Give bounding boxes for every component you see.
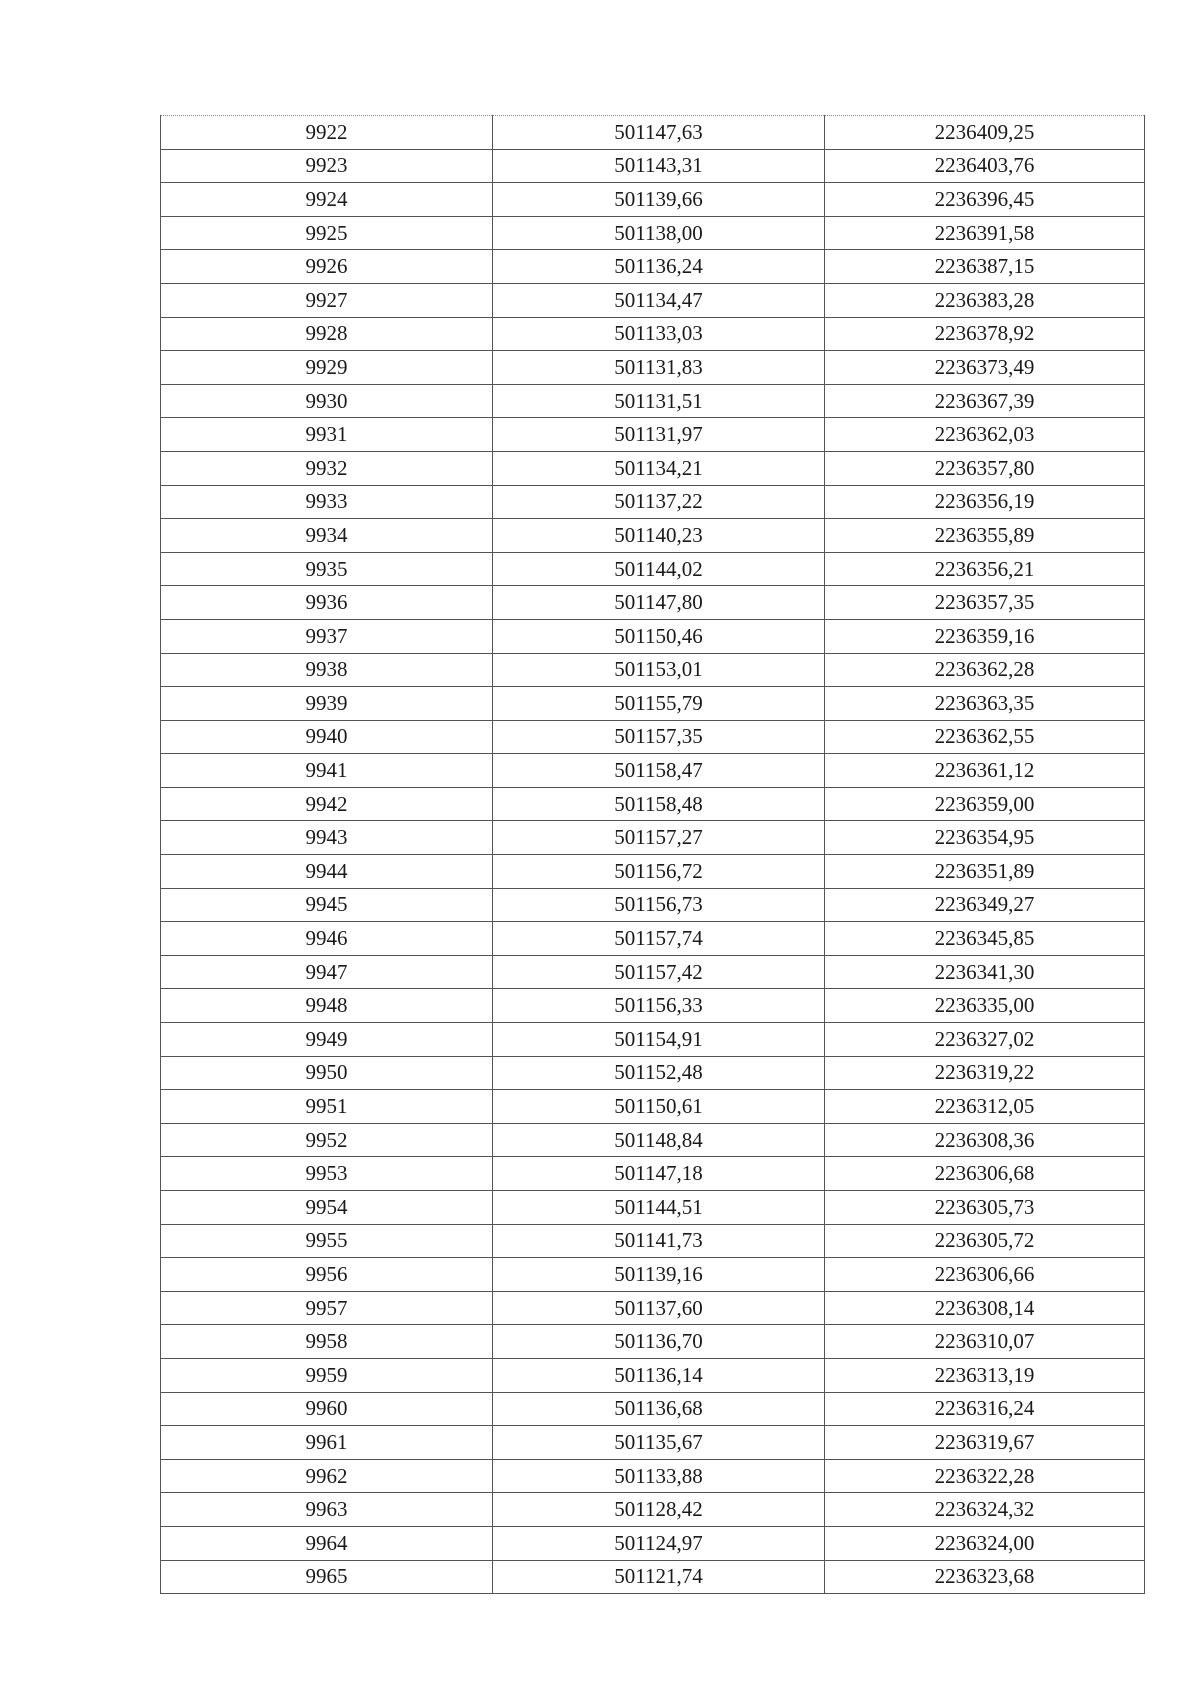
table-row <box>161 922 1145 956</box>
coordinates-table-body <box>161 116 1145 1594</box>
table-row <box>161 586 1145 620</box>
x-coordinate-cell: 501158,47 <box>493 754 825 788</box>
point-number-cell: 9930 <box>161 384 493 418</box>
x-coordinate-cell: 501157,42 <box>493 955 825 989</box>
y-coordinate-cell: 2236378,92 <box>825 317 1145 351</box>
point-number-cell: 9957 <box>161 1291 493 1325</box>
y-coordinate-cell: 2236373,49 <box>825 351 1145 385</box>
point-number-cell: 9925 <box>161 216 493 250</box>
table-row <box>161 821 1145 855</box>
x-coordinate-cell: 501137,22 <box>493 485 825 519</box>
x-coordinate-cell: 501155,79 <box>493 687 825 721</box>
point-number-cell: 9936 <box>161 586 493 620</box>
y-coordinate-cell: 2236308,36 <box>825 1123 1145 1157</box>
point-number-cell: 9956 <box>161 1258 493 1292</box>
point-number-cell: 9952 <box>161 1123 493 1157</box>
table-row <box>161 1560 1145 1594</box>
y-coordinate-cell: 2236396,45 <box>825 183 1145 217</box>
y-coordinate-cell: 2236359,16 <box>825 619 1145 653</box>
y-coordinate-cell: 2236308,14 <box>825 1291 1145 1325</box>
x-coordinate-cell: 501136,14 <box>493 1358 825 1392</box>
point-number-cell: 9944 <box>161 855 493 889</box>
point-number-cell: 9934 <box>161 519 493 553</box>
y-coordinate-cell: 2236335,00 <box>825 989 1145 1023</box>
y-coordinate-cell: 2236383,28 <box>825 283 1145 317</box>
x-coordinate-cell: 501144,02 <box>493 552 825 586</box>
x-coordinate-cell: 501157,74 <box>493 922 825 956</box>
table-row <box>161 1258 1145 1292</box>
point-number-cell: 9958 <box>161 1325 493 1359</box>
table-row <box>161 888 1145 922</box>
table-row <box>161 687 1145 721</box>
x-coordinate-cell: 501147,80 <box>493 586 825 620</box>
point-number-cell: 9935 <box>161 552 493 586</box>
table-row <box>161 855 1145 889</box>
table-row <box>161 1358 1145 1392</box>
x-coordinate-cell: 501143,31 <box>493 149 825 183</box>
coordinates-table <box>160 115 1145 1594</box>
y-coordinate-cell: 2236361,12 <box>825 754 1145 788</box>
x-coordinate-cell: 501131,83 <box>493 351 825 385</box>
point-number-cell: 9948 <box>161 989 493 1023</box>
y-coordinate-cell: 2236322,28 <box>825 1459 1145 1493</box>
table-row <box>161 1056 1145 1090</box>
point-number-cell: 9951 <box>161 1090 493 1124</box>
y-coordinate-cell: 2236305,72 <box>825 1224 1145 1258</box>
point-number-cell: 9954 <box>161 1191 493 1225</box>
x-coordinate-cell: 501133,03 <box>493 317 825 351</box>
x-coordinate-cell: 501128,42 <box>493 1493 825 1527</box>
x-coordinate-cell: 501136,70 <box>493 1325 825 1359</box>
point-number-cell: 9924 <box>161 183 493 217</box>
point-number-cell: 9926 <box>161 250 493 284</box>
table-row <box>161 1459 1145 1493</box>
table-row <box>161 283 1145 317</box>
table-row <box>161 250 1145 284</box>
table-row <box>161 183 1145 217</box>
table-row <box>161 1526 1145 1560</box>
x-coordinate-cell: 501137,60 <box>493 1291 825 1325</box>
table-row <box>161 653 1145 687</box>
x-coordinate-cell: 501140,23 <box>493 519 825 553</box>
x-coordinate-cell: 501157,35 <box>493 720 825 754</box>
table-row <box>161 552 1145 586</box>
point-number-cell: 9941 <box>161 754 493 788</box>
point-number-cell: 9938 <box>161 653 493 687</box>
x-coordinate-cell: 501156,73 <box>493 888 825 922</box>
table-row <box>161 754 1145 788</box>
x-coordinate-cell: 501157,27 <box>493 821 825 855</box>
table-row <box>161 1123 1145 1157</box>
x-coordinate-cell: 501124,97 <box>493 1526 825 1560</box>
point-number-cell: 9960 <box>161 1392 493 1426</box>
y-coordinate-cell: 2236362,55 <box>825 720 1145 754</box>
y-coordinate-cell: 2236319,22 <box>825 1056 1145 1090</box>
y-coordinate-cell: 2236323,68 <box>825 1560 1145 1594</box>
y-coordinate-cell: 2236345,85 <box>825 922 1145 956</box>
point-number-cell: 9961 <box>161 1426 493 1460</box>
y-coordinate-cell: 2236351,89 <box>825 855 1145 889</box>
y-coordinate-cell: 2236310,07 <box>825 1325 1145 1359</box>
point-number-cell: 9929 <box>161 351 493 385</box>
table-row <box>161 351 1145 385</box>
y-coordinate-cell: 2236324,32 <box>825 1493 1145 1527</box>
y-coordinate-cell: 2236409,25 <box>825 116 1145 150</box>
point-number-cell: 9946 <box>161 922 493 956</box>
point-number-cell: 9939 <box>161 687 493 721</box>
y-coordinate-cell: 2236367,39 <box>825 384 1145 418</box>
x-coordinate-cell: 501150,46 <box>493 619 825 653</box>
x-coordinate-cell: 501139,16 <box>493 1258 825 1292</box>
y-coordinate-cell: 2236403,76 <box>825 149 1145 183</box>
point-number-cell: 9923 <box>161 149 493 183</box>
point-number-cell: 9955 <box>161 1224 493 1258</box>
point-number-cell: 9931 <box>161 418 493 452</box>
x-coordinate-cell: 501148,84 <box>493 1123 825 1157</box>
table-row <box>161 720 1145 754</box>
y-coordinate-cell: 2236313,19 <box>825 1358 1145 1392</box>
y-coordinate-cell: 2236362,03 <box>825 418 1145 452</box>
x-coordinate-cell: 501147,63 <box>493 116 825 150</box>
x-coordinate-cell: 501153,01 <box>493 653 825 687</box>
point-number-cell: 9950 <box>161 1056 493 1090</box>
table-row <box>161 1493 1145 1527</box>
x-coordinate-cell: 501144,51 <box>493 1191 825 1225</box>
y-coordinate-cell: 2236356,21 <box>825 552 1145 586</box>
x-coordinate-cell: 501147,18 <box>493 1157 825 1191</box>
x-coordinate-cell: 501133,88 <box>493 1459 825 1493</box>
table-row <box>161 216 1145 250</box>
y-coordinate-cell: 2236363,35 <box>825 687 1145 721</box>
x-coordinate-cell: 501138,00 <box>493 216 825 250</box>
point-number-cell: 9959 <box>161 1358 493 1392</box>
point-number-cell: 9965 <box>161 1560 493 1594</box>
x-coordinate-cell: 501131,97 <box>493 418 825 452</box>
point-number-cell: 9942 <box>161 787 493 821</box>
x-coordinate-cell: 501135,67 <box>493 1426 825 1460</box>
y-coordinate-cell: 2236341,30 <box>825 955 1145 989</box>
point-number-cell: 9963 <box>161 1493 493 1527</box>
x-coordinate-cell: 501141,73 <box>493 1224 825 1258</box>
y-coordinate-cell: 2236387,15 <box>825 250 1145 284</box>
y-coordinate-cell: 2236306,68 <box>825 1157 1145 1191</box>
table-row <box>161 317 1145 351</box>
table-row <box>161 955 1145 989</box>
x-coordinate-cell: 501136,24 <box>493 250 825 284</box>
point-number-cell: 9964 <box>161 1526 493 1560</box>
table-row <box>161 1157 1145 1191</box>
x-coordinate-cell: 501134,21 <box>493 451 825 485</box>
table-row <box>161 1426 1145 1460</box>
point-number-cell: 9932 <box>161 451 493 485</box>
table-row <box>161 451 1145 485</box>
y-coordinate-cell: 2236316,24 <box>825 1392 1145 1426</box>
x-coordinate-cell: 501152,48 <box>493 1056 825 1090</box>
table-row <box>161 384 1145 418</box>
point-number-cell: 9927 <box>161 283 493 317</box>
x-coordinate-cell: 501139,66 <box>493 183 825 217</box>
table-row <box>161 1325 1145 1359</box>
y-coordinate-cell: 2236319,67 <box>825 1426 1145 1460</box>
point-number-cell: 9928 <box>161 317 493 351</box>
point-number-cell: 9949 <box>161 1023 493 1057</box>
point-number-cell: 9953 <box>161 1157 493 1191</box>
y-coordinate-cell: 2236362,28 <box>825 653 1145 687</box>
table-row <box>161 787 1145 821</box>
x-coordinate-cell: 501134,47 <box>493 283 825 317</box>
y-coordinate-cell: 2236349,27 <box>825 888 1145 922</box>
table-row <box>161 116 1145 150</box>
x-coordinate-cell: 501121,74 <box>493 1560 825 1594</box>
table-row <box>161 989 1145 1023</box>
table-row <box>161 1291 1145 1325</box>
table-row <box>161 1090 1145 1124</box>
x-coordinate-cell: 501136,68 <box>493 1392 825 1426</box>
table-row <box>161 1392 1145 1426</box>
point-number-cell: 9945 <box>161 888 493 922</box>
y-coordinate-cell: 2236359,00 <box>825 787 1145 821</box>
table-row <box>161 1191 1145 1225</box>
y-coordinate-cell: 2236306,66 <box>825 1258 1145 1292</box>
x-coordinate-cell: 501150,61 <box>493 1090 825 1124</box>
table-row <box>161 619 1145 653</box>
point-number-cell: 9940 <box>161 720 493 754</box>
point-number-cell: 9937 <box>161 619 493 653</box>
y-coordinate-cell: 2236312,05 <box>825 1090 1145 1124</box>
point-number-cell: 9962 <box>161 1459 493 1493</box>
table-row <box>161 149 1145 183</box>
y-coordinate-cell: 2236391,58 <box>825 216 1145 250</box>
y-coordinate-cell: 2236324,00 <box>825 1526 1145 1560</box>
x-coordinate-cell: 501131,51 <box>493 384 825 418</box>
x-coordinate-cell: 501156,72 <box>493 855 825 889</box>
x-coordinate-cell: 501154,91 <box>493 1023 825 1057</box>
table-row <box>161 485 1145 519</box>
point-number-cell: 9943 <box>161 821 493 855</box>
y-coordinate-cell: 2236327,02 <box>825 1023 1145 1057</box>
x-coordinate-cell: 501156,33 <box>493 989 825 1023</box>
y-coordinate-cell: 2236356,19 <box>825 485 1145 519</box>
point-number-cell: 9933 <box>161 485 493 519</box>
y-coordinate-cell: 2236357,80 <box>825 451 1145 485</box>
point-number-cell: 9947 <box>161 955 493 989</box>
y-coordinate-cell: 2236357,35 <box>825 586 1145 620</box>
table-row <box>161 418 1145 452</box>
x-coordinate-cell: 501158,48 <box>493 787 825 821</box>
point-number-cell: 9922 <box>161 116 493 150</box>
y-coordinate-cell: 2236305,73 <box>825 1191 1145 1225</box>
table-row <box>161 519 1145 553</box>
table-row <box>161 1023 1145 1057</box>
y-coordinate-cell: 2236355,89 <box>825 519 1145 553</box>
table-row <box>161 1224 1145 1258</box>
y-coordinate-cell: 2236354,95 <box>825 821 1145 855</box>
